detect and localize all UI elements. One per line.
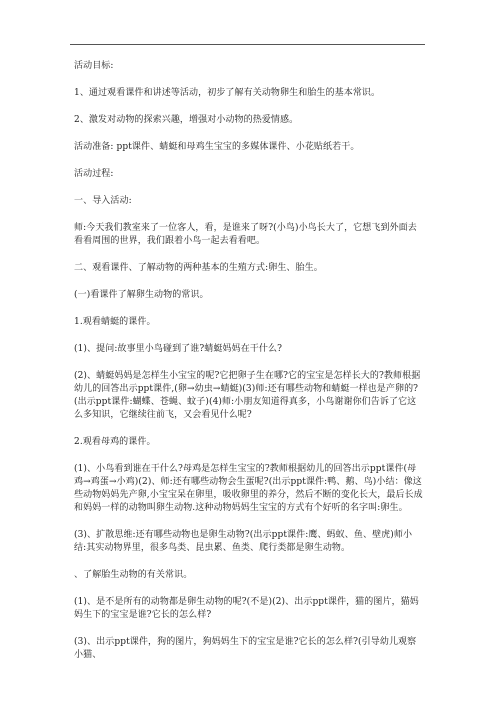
section-heading-goals: 活动目标:: [74, 61, 114, 71]
goal-item-1: 1、通过观看课件和讲述等活动，初步了解有关动物卵生和胎生的基本常识。: [74, 88, 381, 98]
activity-heading-hen: 2.观看母鸡的课件。: [74, 437, 156, 447]
goal-item-2: 2、激发对动物的探索兴趣，增强对小动物的热爱情感。: [74, 115, 299, 125]
subsection-heading-viviparous: 、了解胎生动物的有关常识。: [74, 570, 193, 580]
activity-heading-dragonfly: 1.观看蜻蜓的课件。: [74, 317, 156, 327]
document-body: [74, 60, 424, 662]
dragonfly-question-1: (1)、提问:故事里小鸟碰到了谁?蜻蜓妈妈在干什么?: [74, 344, 283, 354]
step-heading-intro: 一、导入活动:: [74, 196, 132, 206]
viviparous-paragraph-2: (3)、出示ppt课件，狗的图片，狗妈妈生下的宝宝是谁?它长的怎么样?(引导幼儿观察小猫、: [74, 637, 417, 660]
hen-paragraph: (1)、小鸟看到谁在干什么?母鸡是怎样生宝宝的?教师根据幼儿的回答出示ppt课件(母鸡→鸡蛋→小鸡)(2)、师:还有哪些动物会生蛋呢?(出示ppt课件:鸭、鹅、鸟)小结：像这些动物妈妈先产卵,小宝宝呆在卵里，吸收卵里的养分，然后不断的变化长大，最后长成和妈妈一样的动物叫卵生动物.这种动物妈妈生宝宝的方式有个好听的名字叫:卵生。: [74, 464, 423, 513]
header-rule: [70, 44, 425, 45]
step-heading-courseware: 二、观看课件、了解动物的两种基本的生殖方式:卵生、胎生。: [74, 263, 323, 273]
subsection-heading-oviparous: (一)看课件了解卵生动物的常识。: [74, 290, 209, 300]
dragonfly-paragraph: (2)、蜻蜓妈妈是怎样生小宝宝的呢?它把卵子生在哪?它的宝宝是怎样长大的?教师根据幼儿的回答出示ppt课件,(卵→幼虫→蜻蜓)(3)师:还有哪些动物和蜻蜓一样也是产卵的?(出示ppt课件:蝴蝶、苍蝇、蚊子)(4)师:小朋友知道得真多，小鸟谢谢你们告诉了它这么多知识，它继续往前飞，又会看见什么呢?: [74, 371, 421, 420]
section-heading-process: 活动过程:: [74, 169, 114, 179]
preparation-paragraph: 活动准备: ppt课件、蜻蜓和母鸡生宝宝的多媒体课件、小花贴纸若干。: [74, 142, 360, 152]
extension-paragraph: (3)、扩散思维:还有哪些动物也是卵生动物?(出示ppt课件:鹰、蚂蚁、鱼、壁虎)师小结:其实动物界里，很多鸟类、昆虫累、鱼类、爬行类都是卵生动物。: [74, 530, 413, 553]
viviparous-paragraph-1: (1)、是不是所有的动物都是卵生动物的呢?(不是)(2)、出示ppt课件，猫的图片，猫妈妈生下的宝宝是谁?它长的怎么样?: [74, 597, 419, 620]
intro-paragraph: 师:今天我们教室来了一位客人，看，是谁来了呀?(小鸟)小鸟长大了，它想飞到外面去看看周围的世界，我们跟着小鸟一起去看看吧。: [74, 223, 417, 246]
